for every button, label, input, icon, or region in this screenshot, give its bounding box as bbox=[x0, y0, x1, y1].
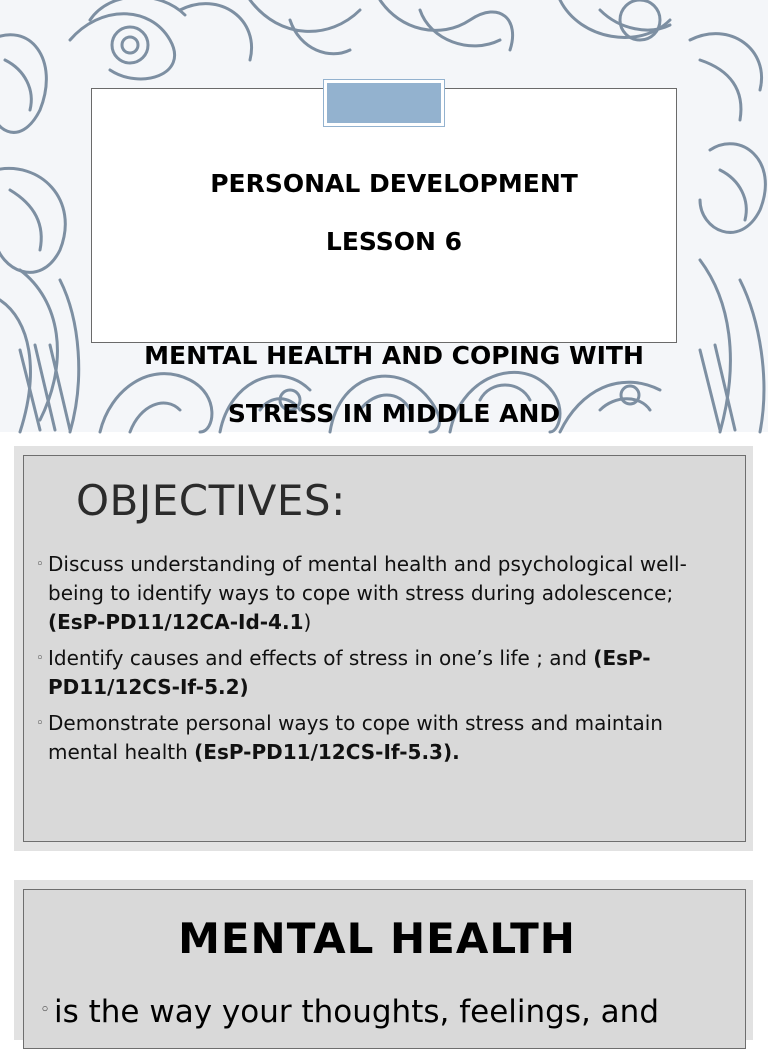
objective-tail: ) bbox=[303, 610, 312, 634]
objective-text: Discuss understanding of mental health and psychological well-being to identify ways to cope with stress during adolescence; bbox=[48, 552, 687, 605]
definition-text: is the way your thoughts, feelings, and bbox=[54, 994, 659, 1030]
objective-item bbox=[36, 709, 736, 767]
title-line-course: PERSONAL DEVELOPMENT bbox=[210, 169, 578, 198]
title-slide bbox=[0, 0, 768, 432]
objective-code: (EsP-PD11/12CA-Id-4.1 bbox=[48, 610, 304, 634]
title-line-topic-1: MENTAL HEALTH AND COPING WITH bbox=[144, 341, 644, 370]
objective-item bbox=[36, 550, 736, 637]
mental-health-panel bbox=[23, 889, 746, 1049]
objective-item bbox=[36, 644, 736, 702]
bullet-icon: ◦ bbox=[36, 716, 44, 731]
objective-text: Identify causes and effects of stress in one’s life ; and bbox=[48, 646, 594, 670]
bullet-icon: ◦ bbox=[36, 557, 44, 572]
title-accent-tab bbox=[324, 80, 444, 126]
objective-code: (EsP-PD11/12CS-If-5.2) bbox=[48, 646, 651, 699]
objectives-slide bbox=[14, 446, 753, 851]
objectives-heading: OBJECTIVES: bbox=[76, 476, 346, 525]
mental-health-definition bbox=[40, 994, 659, 1030]
title-line-topic-2: STRESS IN MIDDLE AND bbox=[227, 399, 561, 428]
bullet-icon: ◦ bbox=[40, 1000, 51, 1020]
title-line-lesson: LESSON 6 bbox=[325, 227, 463, 256]
mental-health-slide bbox=[14, 880, 753, 1040]
objective-code: (EsP-PD11/12CS-If-5.3). bbox=[194, 740, 460, 764]
mental-health-heading: MENTAL HEALTH bbox=[178, 914, 576, 963]
objective-text: Demonstrate personal ways to cope with stress and maintain mental health bbox=[48, 711, 663, 764]
objectives-list bbox=[36, 550, 736, 774]
bullet-icon: ◦ bbox=[36, 651, 44, 666]
objectives-panel bbox=[23, 455, 746, 842]
